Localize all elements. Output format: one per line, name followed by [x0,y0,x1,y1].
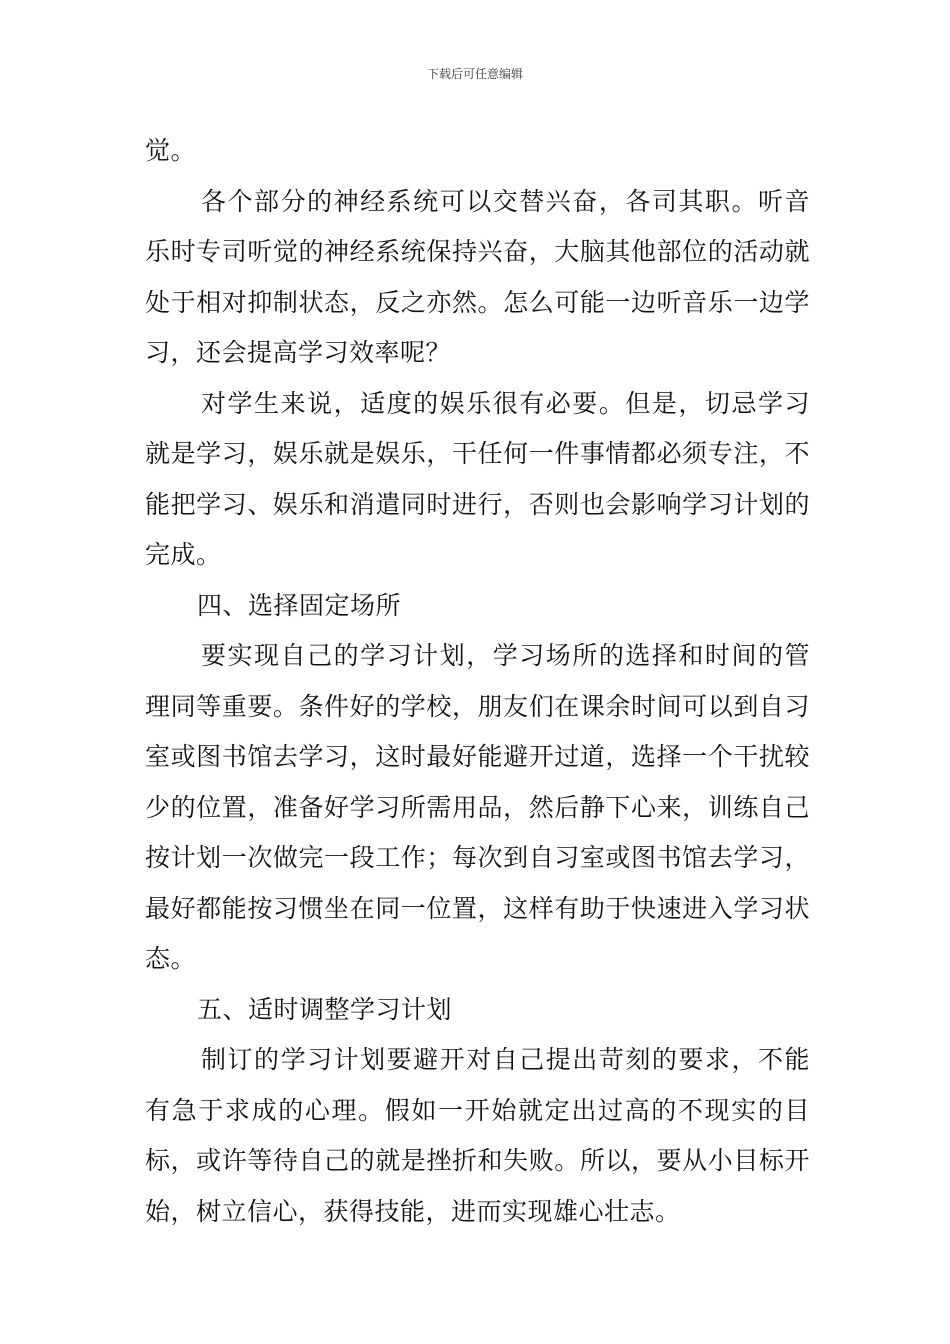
section-heading-4: 四、选择固定场所 [197,590,402,620]
paragraph-study-place: 要实现自己的学习计划，学习场所的选择和时间的管理同等重要。条件好的学校，朋友们在课余时间可以到自习室或图书馆去学习，这时最好能避开过道，选择一个干扰较少的位置，准备好学习所需用品，然后静下心来，训练自己按计划一次做完一段工作；每次到自习室或图书馆去学习，最好都能按习惯坐在同一位置，这样有助于快速进入学习状态。 [145,641,810,973]
paragraph-continuation: 觉。 [145,136,197,165]
paragraph-entertainment: 对学生来说，适度的娱乐很有必要。但是，切忌学习就是学习，娱乐就是娱乐，干任何一件事情都必须专注，不能把学习、娱乐和消遣同时进行，否则也会影响学习计划的完成。 [145,388,810,569]
section-heading-5: 五、适时调整学习计划 [197,994,453,1024]
document-body [145,126,810,1237]
paragraph-nervous-system: 各个部分的神经系统可以交替兴奋，各司其职。听音乐时专司听觉的神经系统保持兴奋，大脑其他部位的活动就处于相对抑制状态，反之亦然。怎么可能一边听音乐一边学习，还会提高学习效率呢？ [145,186,810,367]
header-note: 下载后可任意编辑 [426,67,523,81]
paragraph-adjust-plan: 制订的学习计划要避开对自己提出苛刻的要求，不能有急于求成的心理。假如一开始就定出过高的不现实的目标，或许等待自己的就是挫折和失败。所以，要从小目标开始，树立信心，获得技能，进而实现雄心壮志。 [145,1045,810,1226]
